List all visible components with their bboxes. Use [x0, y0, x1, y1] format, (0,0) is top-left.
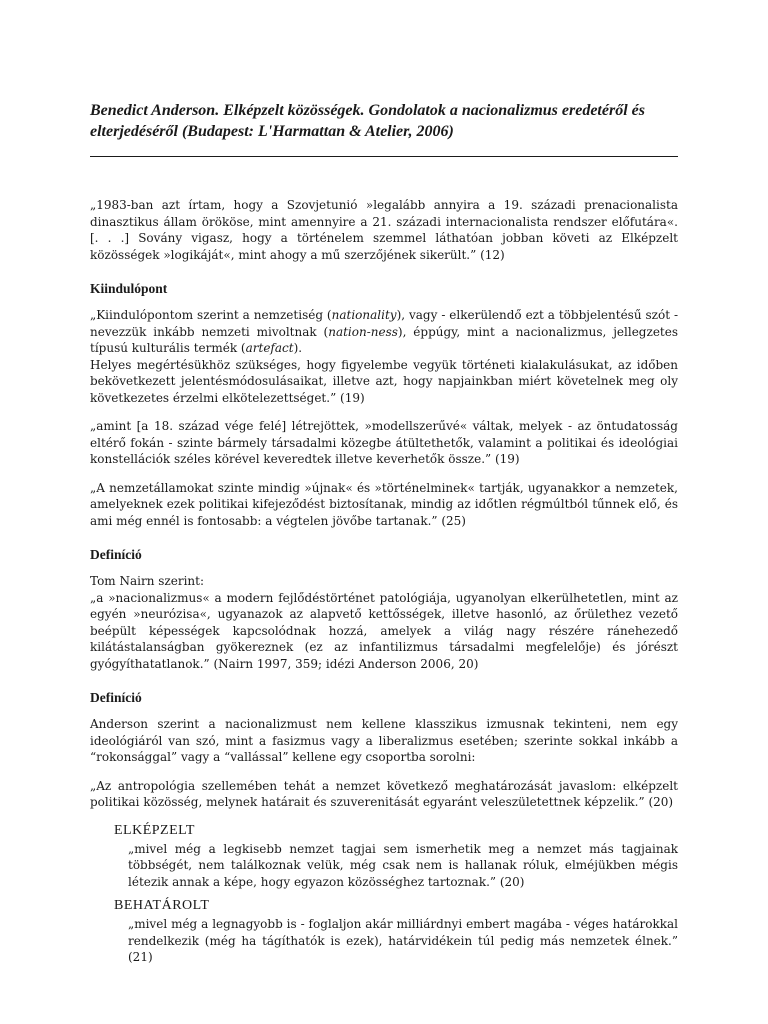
behatarolt-text: „mivel még a legnagyobb is - foglaljon akár milliárdnyi embert magába - véges határokkal rendelkezik (még ha tágíthatók is ezek), határvidékein túl pedig más nemzetek élnek.” (21) [128, 917, 678, 964]
text-run: „Kiindulópontom szerint a nemzetiség ( [90, 308, 332, 322]
definicio-1-lead: Tom Nairn szerint: [90, 574, 205, 588]
heading-definicio-2: Definíció [90, 690, 142, 705]
kiindulopont-paragraph-4: „A nemzetállamokat szinte mindig »újnak« és »történelminek« tartják, ugyanakkor a nemzetek, amelyeknek ezek politikai kifejeződést biztosítanak, mindig az időtlen régmúltból tűnnek elő, és ami még ennél is fontosabb: a végtelen jövőbe tartanak.” (25) [90, 480, 678, 528]
kiindulopont-paragraph-2: Helyes megértésükhöz szükséges, hogy figyelembe vegyük történeti kialakulásukat, az időben bekövetkezett jelentésmódosulásaikat, illetve azt, hogy napjainkban miért követelnek meg oly következetes érzelmi elkötelezettséget.” (19) [90, 357, 678, 405]
term-artefact: artefact [245, 341, 294, 355]
document-title: Benedict Anderson. Elképzelt közösségek. Gondolatok a nacionalizmus eredetéről és elterjedéséről (Budapest: L'Harmattan & Atelier, 2006) [90, 102, 645, 140]
definicio-2-paragraph-2: „Az antropológia szellemében tehát a nemzet következő meghatározását javaslom: elképzelt politikai közösség, melynek határait és szuverenitását egyaránt veleszületettnek képzelik.” (20) [90, 778, 678, 809]
definicio-1-quote: „a »nacionalizmus« a modern fejlődéstörténet patológiája, ugyanolyan elkerülhetetlen, mint az egyén »neurózisa«, ugyanazok az alapvető kettősségek, illetve hasonló, az őrülethez vezető beépült képességek kapcsolódnak hozzá, amelyek a világ nagy részére ránehezedő kilátástalanságban gyökereznek (ez az infantilizmus társadalmi megfelelője) és jórészt gyógyíthatatlanok.” (Nairn 1997, 359; idézi Anderson 2006, 20) [90, 590, 678, 671]
elkepzelt-block [114, 823, 678, 891]
term-nationality: nationality [331, 308, 397, 322]
text-run: ), vagy - elkerülendő ezt a többjelentésű szót - nevezzük inkább nemzeti mivoltnak ( [90, 308, 678, 339]
intro-quote: „1983-ban azt írtam, hogy a Szovjetunió »legalább annyira a 19. századi prenacionalista dinasztikus állam örököse, mint amennyire a 21. századi internacionalista rendszer előfutára«. [. . .] Sovány vigasz, hogy a történelem szemmel láthatóan jobban követi az Elképzelt közösségek »logikáját«, mint ahogy a mű szerzőjének sikerült.” (12) [90, 198, 678, 262]
term-nation-ness: nation-ness [328, 324, 398, 339]
text-run: ). [293, 341, 303, 355]
title-divider [90, 156, 678, 157]
text-run: ), éppúgy, mint a nacionalizmus, jellegzetes típusú kulturális termék ( [90, 324, 678, 355]
elkepzelt-label: ELKÉPZELT [114, 822, 195, 838]
heading-definicio-1: Definíció [90, 547, 142, 562]
behatarolt-block [114, 898, 678, 966]
kiindulopont-paragraph-1 [90, 307, 678, 357]
kiindulopont-paragraph-3: „amint [a 18. század vége felé] létrejöttek, »modellszerűvé« váltak, melyek - az öntudatosság eltérő fokán - szinte bármely társadalmi közegbe átültethetők, valamint a politikai és ideológiai konstellációk széles körével keveredtek illetve keverhetők össze.” (19) [90, 419, 678, 466]
elkepzelt-text: „mivel még a legkisebb nemzet tagjai sem ismerhetik meg a nemzet más tagjainak többségét, nem találkoznak velük, még csak nem is hallanak róluk, elméjükben mégis létezik annak a képe, hogy egyazon közösséghez tartoznak.” (20) [128, 841, 678, 889]
definicio-2-paragraph-1: Anderson szerint a nacionalizmust nem kellene klasszikus izmusnak tekinteni, nem egy ideológiáról van szó, mint a fasizmus vagy a liberalizmus esetében; szerinte sokkal inkább a “rokonsággal” vagy a “vallással” kellene egy csoportba sorolni: [90, 717, 678, 764]
behatarolt-label: BEHATÁROLT [114, 898, 210, 913]
document-page [90, 100, 678, 966]
heading-kiindulopont: Kiindulópont [90, 281, 168, 296]
